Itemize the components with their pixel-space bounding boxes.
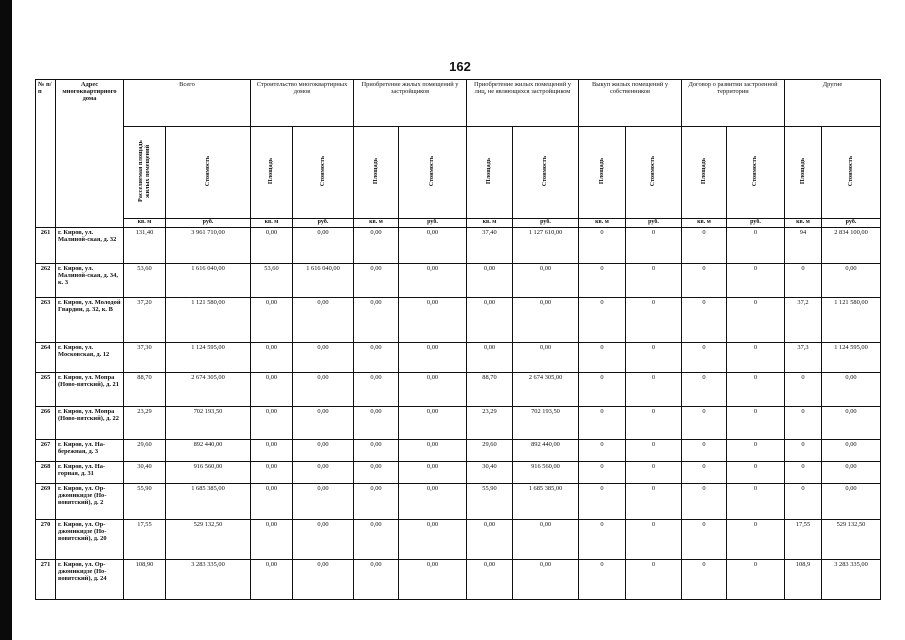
cell-cost: 0,00 bbox=[293, 462, 354, 484]
row-address: г. Киров, ул. Молодой Гвардии, д. 32, к. В bbox=[56, 298, 124, 343]
cell-area: 37,2 bbox=[785, 298, 822, 343]
page-number: 162 bbox=[449, 59, 471, 74]
header-area: Площадь bbox=[467, 127, 513, 219]
cell-cost: 0,00 bbox=[399, 484, 467, 520]
cell-cost: 0 bbox=[626, 343, 682, 373]
cell-area: 0 bbox=[682, 373, 727, 407]
cell-cost: 1 616 040,00 bbox=[293, 264, 354, 298]
cell-area: 0 bbox=[785, 484, 822, 520]
cell-cost: 0,00 bbox=[293, 228, 354, 264]
resettlement-table bbox=[35, 79, 881, 600]
cell-cost: 0,00 bbox=[399, 264, 467, 298]
header-group-other: Другие bbox=[785, 80, 881, 127]
cell-area: 0 bbox=[579, 520, 626, 560]
cell-cost: 702 193,50 bbox=[166, 407, 251, 440]
cell-area: 0,00 bbox=[251, 373, 293, 407]
unit-cost: руб. bbox=[293, 219, 354, 228]
cell-area: 0 bbox=[682, 520, 727, 560]
cell-area: 0 bbox=[682, 298, 727, 343]
row-number: 264 bbox=[36, 343, 56, 373]
cell-cost: 0,00 bbox=[293, 407, 354, 440]
row-number: 271 bbox=[36, 560, 56, 600]
cell-area: 0 bbox=[682, 264, 727, 298]
cell-cost: 2 834 100,00 bbox=[822, 228, 881, 264]
cell-area: 0,00 bbox=[354, 343, 399, 373]
cell-area: 0 bbox=[785, 373, 822, 407]
table-row bbox=[36, 560, 881, 600]
header-group-development-contract: Договор о развитии застроенной территории bbox=[682, 80, 785, 127]
header-num: № п/п bbox=[36, 80, 56, 228]
cell-area: 0 bbox=[785, 440, 822, 462]
table-row bbox=[36, 343, 881, 373]
header-total-area: Расселяемая площадь жилых помещений bbox=[124, 127, 166, 219]
cell-cost: 0 bbox=[727, 298, 785, 343]
cell-area: 0,00 bbox=[467, 520, 513, 560]
cell-area: 0,00 bbox=[467, 343, 513, 373]
cell-area: 0,00 bbox=[467, 264, 513, 298]
unit-cost: руб. bbox=[822, 219, 881, 228]
cell-cost: 2 674 305,00 bbox=[166, 373, 251, 407]
cell-area: 0,00 bbox=[354, 228, 399, 264]
cell-area: 29,60 bbox=[124, 440, 166, 462]
cell-cost: 0 bbox=[626, 520, 682, 560]
cell-area: 30,40 bbox=[467, 462, 513, 484]
row-number: 265 bbox=[36, 373, 56, 407]
cell-area: 0 bbox=[579, 407, 626, 440]
cell-cost: 0,00 bbox=[399, 520, 467, 560]
cell-cost: 0 bbox=[626, 560, 682, 600]
cell-cost: 702 193,50 bbox=[513, 407, 579, 440]
cell-cost: 0,00 bbox=[293, 484, 354, 520]
cell-cost: 0 bbox=[626, 440, 682, 462]
cell-area: 0,00 bbox=[467, 560, 513, 600]
cell-area: 0 bbox=[682, 484, 727, 520]
cell-cost: 0,00 bbox=[513, 264, 579, 298]
cell-area: 108,9 bbox=[785, 560, 822, 600]
cell-cost: 0 bbox=[727, 440, 785, 462]
cell-cost: 0,00 bbox=[399, 440, 467, 462]
cell-cost: 0,00 bbox=[399, 228, 467, 264]
cell-area: 0,00 bbox=[354, 407, 399, 440]
cell-cost: 0,00 bbox=[822, 440, 881, 462]
header-group-purchase-developers: Приобретение жилых помещений у застройщиков bbox=[354, 80, 467, 127]
table-row bbox=[36, 228, 881, 264]
cell-cost: 892 440,00 bbox=[166, 440, 251, 462]
header-area: Площадь bbox=[785, 127, 822, 219]
cell-area: 0,00 bbox=[251, 298, 293, 343]
row-number: 269 bbox=[36, 484, 56, 520]
unit-area: кв. м bbox=[467, 219, 513, 228]
cell-area: 0,00 bbox=[354, 298, 399, 343]
cell-area: 0,00 bbox=[251, 407, 293, 440]
cell-cost: 0,00 bbox=[399, 407, 467, 440]
cell-area: 0,00 bbox=[354, 462, 399, 484]
cell-cost: 0,00 bbox=[293, 560, 354, 600]
cell-cost: 0 bbox=[626, 484, 682, 520]
cell-cost: 916 560,00 bbox=[166, 462, 251, 484]
cell-cost: 0,00 bbox=[293, 298, 354, 343]
scan-edge-bar bbox=[0, 0, 12, 640]
row-address: г. Киров, ул. Московская, д. 12 bbox=[56, 343, 124, 373]
unit-area: кв. м bbox=[251, 219, 293, 228]
cell-cost: 1 616 040,00 bbox=[166, 264, 251, 298]
cell-cost: 0 bbox=[727, 484, 785, 520]
cell-cost: 0,00 bbox=[513, 343, 579, 373]
cell-area: 0 bbox=[579, 440, 626, 462]
row-address: г. Киров, ул. Ор-джоникидзе (Но-вовятский), д. 24 bbox=[56, 560, 124, 600]
cell-cost: 1 124 595,00 bbox=[822, 343, 881, 373]
header-address: Адрес многоквартирного дома bbox=[56, 80, 124, 228]
table-row bbox=[36, 440, 881, 462]
cell-area: 0 bbox=[785, 264, 822, 298]
cell-cost: 529 132,50 bbox=[822, 520, 881, 560]
cell-area: 17,55 bbox=[124, 520, 166, 560]
cell-cost: 1 124 595,00 bbox=[166, 343, 251, 373]
cell-area: 0 bbox=[579, 264, 626, 298]
header-group-total: Всего bbox=[124, 80, 251, 127]
cell-area: 0 bbox=[579, 228, 626, 264]
header-cost: Стоимость bbox=[399, 127, 467, 219]
cell-cost: 1 121 580,00 bbox=[822, 298, 881, 343]
unit-cost: руб. bbox=[626, 219, 682, 228]
cell-area: 0,00 bbox=[251, 560, 293, 600]
cell-cost: 0,00 bbox=[399, 298, 467, 343]
table-row bbox=[36, 373, 881, 407]
unit-area: кв. м bbox=[354, 219, 399, 228]
cell-area: 0 bbox=[579, 373, 626, 407]
cell-area: 0 bbox=[579, 462, 626, 484]
unit-area: кв. м bbox=[124, 219, 166, 228]
cell-cost: 0,00 bbox=[293, 343, 354, 373]
cell-cost: 0 bbox=[727, 560, 785, 600]
cell-area: 0 bbox=[682, 228, 727, 264]
cell-cost: 2 674 305,00 bbox=[513, 373, 579, 407]
cell-cost: 0,00 bbox=[822, 462, 881, 484]
row-address: г. Киров, ул. Мопра (Ново-вятский), д. 21 bbox=[56, 373, 124, 407]
cell-cost: 0 bbox=[727, 228, 785, 264]
unit-area: кв. м bbox=[579, 219, 626, 228]
row-address: г. Киров, ул. На-бережная, д. 3 bbox=[56, 440, 124, 462]
cell-cost: 1 685 385,00 bbox=[166, 484, 251, 520]
cell-area: 0,00 bbox=[354, 560, 399, 600]
cell-cost: 3 283 335,00 bbox=[822, 560, 881, 600]
header-group-construction: Строительство многоквартирных домов bbox=[251, 80, 354, 127]
table-row bbox=[36, 520, 881, 560]
unit-area: кв. м bbox=[785, 219, 822, 228]
header-cost: Стоимость bbox=[166, 127, 251, 219]
cell-cost: 0 bbox=[727, 462, 785, 484]
row-number: 267 bbox=[36, 440, 56, 462]
cell-area: 0 bbox=[579, 560, 626, 600]
unit-cost: руб. bbox=[513, 219, 579, 228]
header-group-buyout: Выкуп жилых помещений у собственников bbox=[579, 80, 682, 127]
cell-area: 0 bbox=[785, 407, 822, 440]
cell-area: 0,00 bbox=[354, 484, 399, 520]
cell-cost: 0 bbox=[727, 264, 785, 298]
cell-area: 53,60 bbox=[251, 264, 293, 298]
table-row bbox=[36, 484, 881, 520]
cell-area: 17,55 bbox=[785, 520, 822, 560]
cell-area: 23,29 bbox=[124, 407, 166, 440]
cell-area: 37,3 bbox=[785, 343, 822, 373]
cell-area: 88,70 bbox=[467, 373, 513, 407]
cell-cost: 0 bbox=[626, 462, 682, 484]
cell-area: 0,00 bbox=[354, 373, 399, 407]
cell-cost: 0,00 bbox=[293, 440, 354, 462]
table-row bbox=[36, 462, 881, 484]
table-row bbox=[36, 407, 881, 440]
cell-area: 0 bbox=[682, 407, 727, 440]
header-area: Площадь bbox=[579, 127, 626, 219]
header-area: Площадь bbox=[354, 127, 399, 219]
row-address: г. Киров, ул. Ор-джоникидзе (Но-вовятский), д. 2 bbox=[56, 484, 124, 520]
header-cost: Стоимость bbox=[513, 127, 579, 219]
cell-area: 0 bbox=[785, 462, 822, 484]
cell-area: 0,00 bbox=[251, 228, 293, 264]
cell-area: 88,70 bbox=[124, 373, 166, 407]
cell-area: 0,00 bbox=[354, 264, 399, 298]
cell-cost: 1 121 580,00 bbox=[166, 298, 251, 343]
cell-cost: 0 bbox=[727, 520, 785, 560]
table-row bbox=[36, 264, 881, 298]
header-area: Площадь bbox=[251, 127, 293, 219]
cell-cost: 0,00 bbox=[399, 560, 467, 600]
cell-cost: 916 560,00 bbox=[513, 462, 579, 484]
cell-cost: 0,00 bbox=[399, 373, 467, 407]
cell-area: 55,90 bbox=[124, 484, 166, 520]
cell-cost: 0 bbox=[626, 228, 682, 264]
cell-cost: 529 132,50 bbox=[166, 520, 251, 560]
header-group-purchase-non-developers: Приобретение жилых помещений у лиц, не являющихся застройщиком bbox=[467, 80, 579, 127]
row-number: 266 bbox=[36, 407, 56, 440]
cell-cost: 1 685 385,00 bbox=[513, 484, 579, 520]
header-cost: Стоимость bbox=[727, 127, 785, 219]
cell-cost: 0,00 bbox=[513, 298, 579, 343]
row-number: 262 bbox=[36, 264, 56, 298]
cell-cost: 0,00 bbox=[513, 520, 579, 560]
cell-cost: 0,00 bbox=[293, 520, 354, 560]
cell-area: 23,29 bbox=[467, 407, 513, 440]
cell-cost: 0,00 bbox=[822, 407, 881, 440]
cell-area: 55,90 bbox=[467, 484, 513, 520]
cell-cost: 0,00 bbox=[399, 462, 467, 484]
cell-area: 0 bbox=[682, 462, 727, 484]
row-address: г. Киров, ул. Ор-джоникидзе (Но-вовятский), д. 20 bbox=[56, 520, 124, 560]
cell-cost: 0 bbox=[727, 373, 785, 407]
cell-cost: 0,00 bbox=[822, 484, 881, 520]
unit-cost: руб. bbox=[166, 219, 251, 228]
cell-area: 0 bbox=[682, 440, 727, 462]
cell-area: 30,40 bbox=[124, 462, 166, 484]
header-cost: Стоимость bbox=[822, 127, 881, 219]
row-number: 268 bbox=[36, 462, 56, 484]
cell-area: 0,00 bbox=[251, 440, 293, 462]
cell-cost: 0,00 bbox=[822, 373, 881, 407]
cell-area: 37,20 bbox=[124, 298, 166, 343]
cell-area: 37,30 bbox=[124, 343, 166, 373]
header-area: Площадь bbox=[682, 127, 727, 219]
cell-area: 29,60 bbox=[467, 440, 513, 462]
cell-cost: 1 127 610,00 bbox=[513, 228, 579, 264]
cell-cost: 3 283 335,00 bbox=[166, 560, 251, 600]
header-cost: Стоимость bbox=[293, 127, 354, 219]
cell-cost: 892 440,00 bbox=[513, 440, 579, 462]
cell-area: 0,00 bbox=[251, 343, 293, 373]
cell-area: 0 bbox=[579, 343, 626, 373]
cell-cost: 3 961 710,00 bbox=[166, 228, 251, 264]
unit-area: кв. м bbox=[682, 219, 727, 228]
header-cost: Стоимость bbox=[626, 127, 682, 219]
cell-cost: 0,00 bbox=[399, 343, 467, 373]
row-address: г. Киров, ул. Малиной-ская, д. 32 bbox=[56, 228, 124, 264]
cell-cost: 0 bbox=[626, 298, 682, 343]
cell-cost: 0,00 bbox=[513, 560, 579, 600]
cell-cost: 0 bbox=[727, 407, 785, 440]
cell-cost: 0 bbox=[626, 264, 682, 298]
row-address: г. Киров, ул. Малиной-ская, д. 34, к. 3 bbox=[56, 264, 124, 298]
cell-cost: 0 bbox=[727, 343, 785, 373]
cell-area: 94 bbox=[785, 228, 822, 264]
cell-cost: 0,00 bbox=[293, 373, 354, 407]
row-address: г. Киров, ул. На-горная, д. 31 bbox=[56, 462, 124, 484]
cell-area: 53,60 bbox=[124, 264, 166, 298]
cell-area: 0,00 bbox=[467, 298, 513, 343]
cell-area: 0,00 bbox=[251, 462, 293, 484]
cell-area: 0 bbox=[579, 298, 626, 343]
row-address: г. Киров, ул. Мопра (Ново-вятский), д. 22 bbox=[56, 407, 124, 440]
cell-area: 0,00 bbox=[354, 440, 399, 462]
cell-area: 131,40 bbox=[124, 228, 166, 264]
row-number: 270 bbox=[36, 520, 56, 560]
cell-area: 0,00 bbox=[251, 520, 293, 560]
cell-cost: 0,00 bbox=[822, 264, 881, 298]
table-row bbox=[36, 298, 881, 343]
unit-cost: руб. bbox=[727, 219, 785, 228]
cell-area: 0,00 bbox=[251, 484, 293, 520]
cell-cost: 0 bbox=[626, 407, 682, 440]
cell-area: 0 bbox=[579, 484, 626, 520]
cell-area: 0,00 bbox=[354, 520, 399, 560]
cell-area: 108,90 bbox=[124, 560, 166, 600]
cell-area: 37,40 bbox=[467, 228, 513, 264]
unit-cost: руб. bbox=[399, 219, 467, 228]
cell-area: 0 bbox=[682, 560, 727, 600]
cell-cost: 0 bbox=[626, 373, 682, 407]
row-number: 263 bbox=[36, 298, 56, 343]
row-number: 261 bbox=[36, 228, 56, 264]
cell-area: 0 bbox=[682, 343, 727, 373]
